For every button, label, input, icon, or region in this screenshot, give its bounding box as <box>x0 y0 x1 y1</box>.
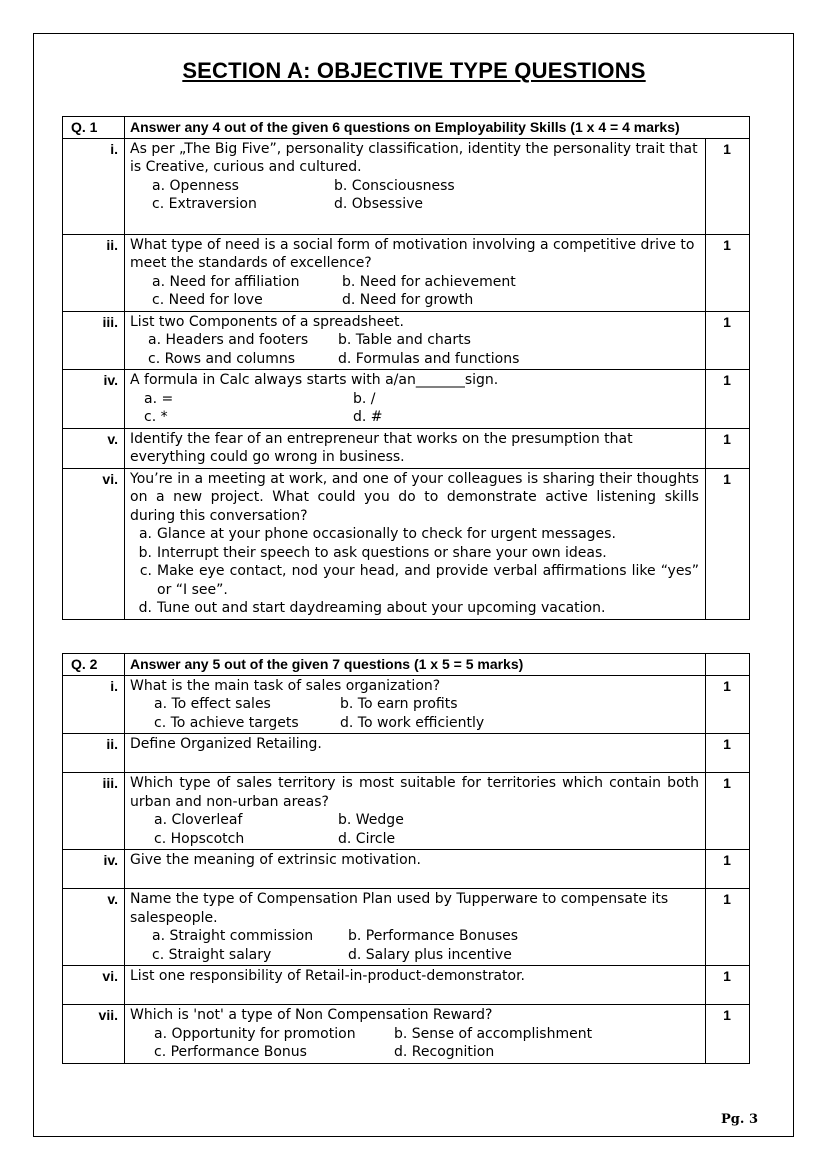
option: d. Need for growth <box>342 292 474 308</box>
option: d. Obsessive <box>334 196 423 212</box>
question-cell <box>125 468 706 619</box>
question-text: Give the meaning of extrinsic motivation. <box>130 852 421 868</box>
option: d. Formulas and functions <box>338 350 520 367</box>
item-number: vii. <box>63 1005 125 1064</box>
marks-cell: 1 <box>706 889 750 966</box>
item-number: iii. <box>63 311 125 370</box>
option: a. Openness <box>152 177 239 194</box>
question-cell <box>125 234 706 311</box>
option: d. Recognition <box>394 1044 495 1060</box>
option: b. Need for achievement <box>342 273 516 290</box>
option: b. To earn profits <box>340 696 458 712</box>
question-cell <box>125 773 706 850</box>
item-number: vi. <box>63 966 125 1005</box>
question-table-q2 <box>62 653 750 1064</box>
table-row <box>63 117 750 139</box>
question-text: As per „The Big Five”, personality classification, identity the personality trait that is Creative, curious and cultured. <box>130 140 698 175</box>
marks-cell: 1 <box>705 468 749 619</box>
table-row <box>63 675 750 734</box>
option: b. Consciousness <box>334 177 455 194</box>
option: c. Need for love <box>152 292 263 308</box>
option: d. Salary plus incentive <box>348 946 512 963</box>
option: a. Straight commission <box>152 928 314 944</box>
question-text: List two Components of a spreadsheet. <box>130 313 404 330</box>
question-cell <box>125 311 706 370</box>
option: b. Performance Bonuses <box>348 928 519 944</box>
options-list <box>130 525 699 618</box>
option: a. Need for affiliation <box>152 273 300 290</box>
option: d. Circle <box>338 830 396 847</box>
option: c. Make eye contact, nod your head, and provide verbal affirmations like “yes” or “I see”. <box>139 563 699 598</box>
question-cell <box>125 889 706 966</box>
page-number: Pg. 3 <box>721 1112 758 1127</box>
options-list <box>130 927 699 964</box>
table-row <box>63 654 750 676</box>
table-row <box>63 370 750 429</box>
item-number: iv. <box>63 370 125 429</box>
options-list <box>130 695 699 732</box>
marks-cell <box>706 654 750 676</box>
item-number: ii. <box>63 234 125 311</box>
option: d. Tune out and start daydreaming about your upcoming vacation. <box>138 600 606 616</box>
question-cell <box>125 1005 706 1064</box>
option: b. Wedge <box>338 812 404 828</box>
question-cell <box>125 138 706 234</box>
question-text: Define Organized Retailing. <box>130 736 322 752</box>
option: a. Glance at your phone occasionally to check for urgent messages. <box>138 526 616 542</box>
option: c. Hopscotch <box>154 830 245 847</box>
item-number: i. <box>63 138 125 234</box>
option: b. Sense of accomplishment <box>394 1025 593 1042</box>
option: d. # <box>353 409 383 425</box>
option: a. Opportunity for promotion <box>154 1025 356 1042</box>
item-number: v. <box>63 889 125 966</box>
question-text: List one responsibility of Retail-in-product-demonstrator. <box>130 968 526 984</box>
table-row <box>63 734 750 773</box>
option: c. * <box>144 409 168 425</box>
question-cell <box>125 850 706 889</box>
table-row <box>63 850 750 889</box>
option: c. Performance Bonus <box>154 1044 307 1060</box>
question-text: What type of need is a social form of motivation involving a competitive drive to meet the standards of excellence? <box>130 236 695 271</box>
options-list <box>130 331 699 368</box>
marks-cell: 1 <box>706 675 750 734</box>
options-list <box>130 177 699 214</box>
item-number: iv. <box>63 850 125 889</box>
table-row <box>63 1005 750 1064</box>
question-text: A formula in Calc always starts with a/an_______sign. <box>130 372 499 388</box>
option: b. / <box>353 390 376 407</box>
table-row <box>63 468 750 619</box>
question-cell <box>125 966 706 1005</box>
options-list <box>130 390 699 427</box>
options-list <box>130 273 699 310</box>
marks-cell: 1 <box>705 138 749 234</box>
question-text: You’re in a meeting at work, and one of your colleagues is sharing their thoughts on a new project. What could you do to demonstrate active listening skills during this conversation? <box>130 470 699 524</box>
table-row <box>63 311 750 370</box>
marks-cell: 1 <box>706 1005 750 1064</box>
option: b. Interrupt their speech to ask questions or share your own ideas. <box>138 544 607 561</box>
option: c. Rows and columns <box>148 350 296 367</box>
table-row <box>63 966 750 1005</box>
question-number: Q. 1 <box>63 117 125 139</box>
option: c. Straight salary <box>152 946 272 963</box>
table-row <box>63 889 750 966</box>
question-number: Q. 2 <box>63 654 125 676</box>
marks-cell: 1 <box>705 370 749 429</box>
marks-cell: 1 <box>705 234 749 311</box>
item-number: ii. <box>63 734 125 773</box>
marks-cell: 1 <box>706 966 750 1005</box>
item-number: i. <box>63 675 125 734</box>
marks-cell: 1 <box>705 311 749 370</box>
question-cell <box>125 734 706 773</box>
question-text: Which type of sales territory is most suitable for territories which contain both urban and non-urban areas? <box>130 775 699 810</box>
item-number: vi. <box>63 468 125 619</box>
options-list <box>130 811 699 848</box>
question-heading: Answer any 4 out of the given 6 questions on Employability Skills (1 x 4 = 4 marks) <box>125 117 750 139</box>
option: a. Headers and footers <box>148 332 309 348</box>
question-text: Identify the fear of an entrepreneur that works on the presumption that everything could go wrong in business. <box>130 430 633 465</box>
question-cell <box>125 370 706 429</box>
option: a. = <box>144 390 174 407</box>
question-text: Which is 'not' a type of Non Compensation Reward? <box>130 1007 493 1023</box>
options-list <box>130 1025 699 1062</box>
question-cell <box>125 675 706 734</box>
option: b. Table and charts <box>338 332 471 348</box>
question-text: What is the main task of sales organization? <box>130 677 441 694</box>
marks-cell: 1 <box>705 428 749 468</box>
item-number: iii. <box>63 773 125 850</box>
option: c. To achieve targets <box>154 714 299 731</box>
table-row <box>63 138 750 234</box>
table-row <box>63 234 750 311</box>
item-number: v. <box>63 428 125 468</box>
table-row <box>63 428 750 468</box>
option: c. Extraversion <box>152 196 257 212</box>
section-title: SECTION A: OBJECTIVE TYPE QUESTIONS <box>182 58 646 83</box>
option: d. To work efficiently <box>340 714 485 731</box>
question-heading: Answer any 5 out of the given 7 questions (1 x 5 = 5 marks) <box>125 654 706 676</box>
marks-cell: 1 <box>706 850 750 889</box>
table-row <box>63 773 750 850</box>
marks-cell: 1 <box>706 773 750 850</box>
option: a. Cloverleaf <box>154 812 243 828</box>
question-cell <box>125 428 706 468</box>
marks-cell: 1 <box>706 734 750 773</box>
question-text: Name the type of Compensation Plan used by Tupperware to compensate its salespeople. <box>130 891 669 926</box>
option: a. To effect sales <box>154 696 271 712</box>
question-table-q1 <box>62 116 750 620</box>
